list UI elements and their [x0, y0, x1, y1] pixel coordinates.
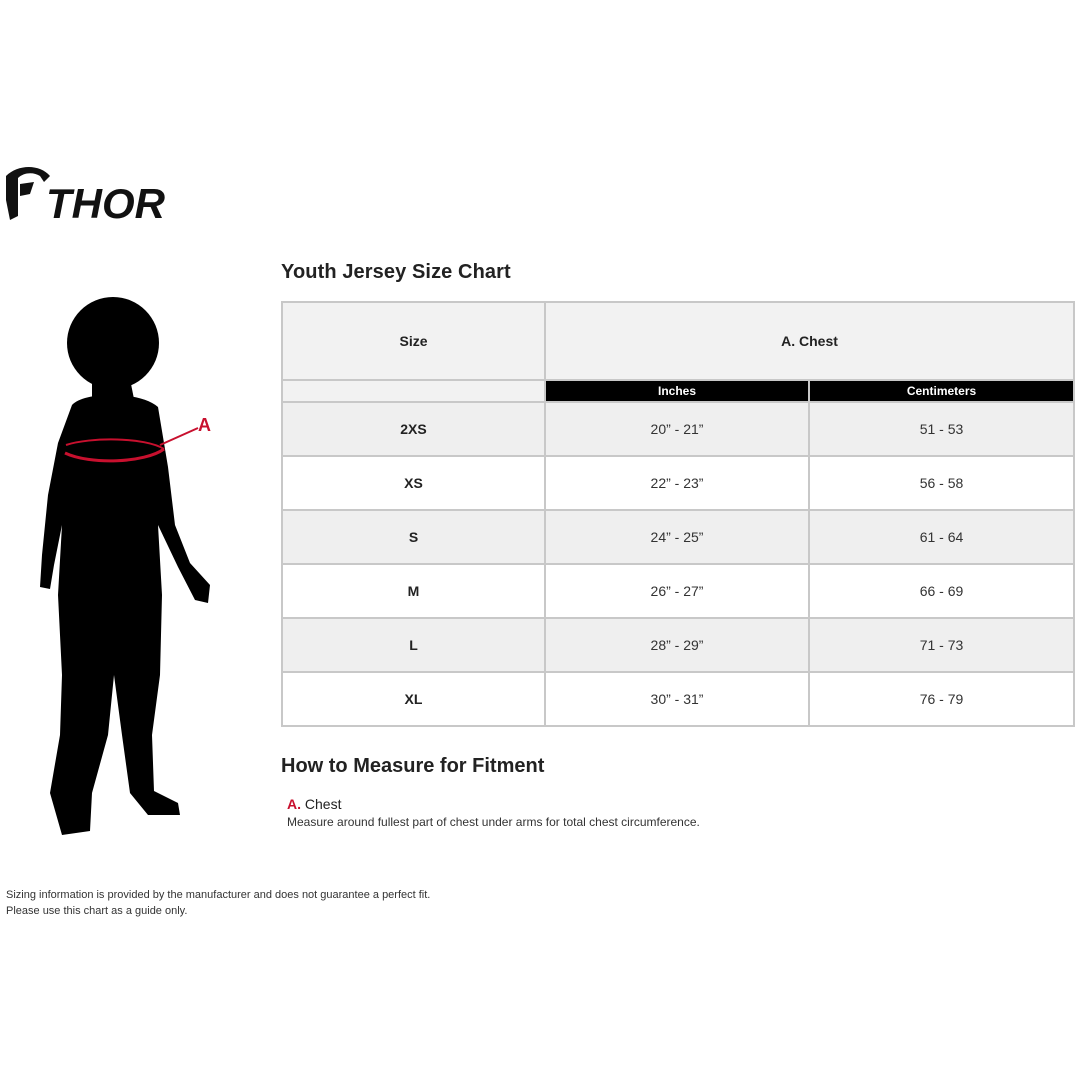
- disclaimer-line: Please use this chart as a guide only.: [6, 905, 188, 917]
- table-row: [282, 402, 1074, 456]
- chest-header: A. Chest: [545, 302, 1074, 380]
- size-table: [281, 301, 1075, 727]
- measure-label-text: Chest: [304, 796, 342, 812]
- inches-header: Inches: [545, 380, 809, 402]
- table-row: [282, 510, 1074, 564]
- size-cell: 2XS: [282, 402, 545, 456]
- table-row: [282, 672, 1074, 726]
- table-row: [282, 456, 1074, 510]
- disclaimer-line: Sizing information is provided by the manufacturer and does not guarantee a perfect fit.: [6, 889, 431, 901]
- cm-cell: 56 - 58: [809, 456, 1074, 510]
- chart-title: Youth Jersey Size Chart: [281, 261, 511, 283]
- logo-wordmark: THOR: [46, 180, 165, 227]
- size-header-spacer: [282, 380, 545, 402]
- cm-cell: 66 - 69: [809, 564, 1074, 618]
- thor-logo: [4, 160, 204, 232]
- inches-cell: 22” - 23”: [545, 456, 809, 510]
- disclaimer: [6, 887, 430, 919]
- inches-cell: 28” - 29”: [545, 618, 809, 672]
- measure-letter: A.: [287, 796, 301, 812]
- measure-label: [287, 796, 341, 812]
- table-row: [282, 564, 1074, 618]
- inches-cell: 24” - 25”: [545, 510, 809, 564]
- size-cell: M: [282, 564, 545, 618]
- inches-cell: 26” - 27”: [545, 564, 809, 618]
- child-silhouette: [30, 295, 230, 850]
- measure-description: Measure around fullest part of chest under arms for total chest circumference.: [287, 815, 700, 829]
- cm-cell: 76 - 79: [809, 672, 1074, 726]
- size-header: Size: [282, 302, 545, 380]
- centimeters-header: Centimeters: [809, 380, 1074, 402]
- thor-helmet-icon: [6, 167, 50, 220]
- cm-cell: 51 - 53: [809, 402, 1074, 456]
- measure-title: How to Measure for Fitment: [281, 755, 545, 777]
- size-cell: XS: [282, 456, 545, 510]
- inches-cell: 30” - 31”: [545, 672, 809, 726]
- size-cell: S: [282, 510, 545, 564]
- inches-cell: 20” - 21”: [545, 402, 809, 456]
- size-cell: L: [282, 618, 545, 672]
- chest-marker-label: A: [198, 415, 211, 435]
- cm-cell: 61 - 64: [809, 510, 1074, 564]
- size-cell: XL: [282, 672, 545, 726]
- table-row: [282, 618, 1074, 672]
- cm-cell: 71 - 73: [809, 618, 1074, 672]
